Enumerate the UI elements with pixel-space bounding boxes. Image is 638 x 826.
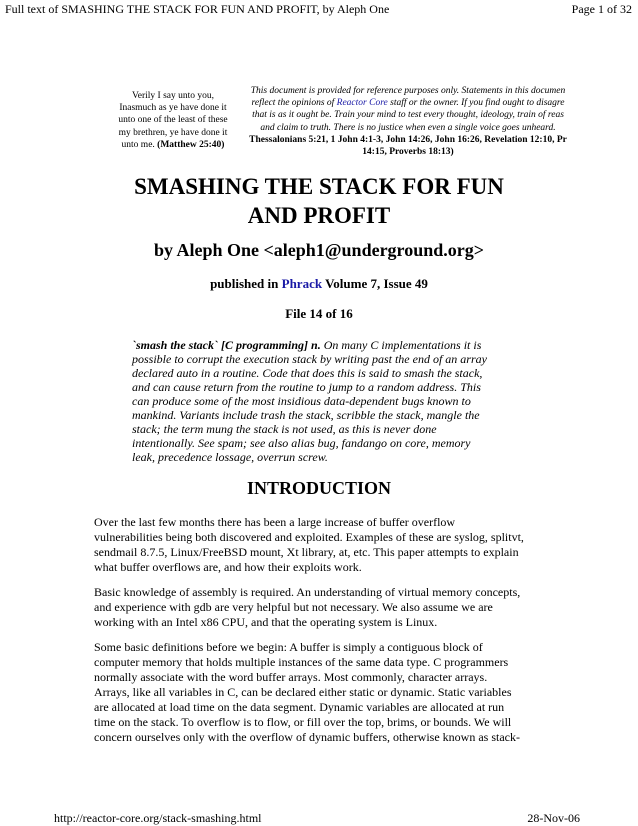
verse-last-prefix: unto me. — [121, 139, 155, 150]
paragraph — [94, 585, 564, 630]
scripture-verse — [96, 90, 250, 151]
verse-line: Inasmuch as ye have done it — [119, 103, 227, 114]
paragraph-line: normally associate with the word buffer arrays. Most commonly, character arrays. — [94, 670, 488, 684]
paragraph-line: Arrays, like all variables in C, can be declared either static or dynamic. Static variables — [94, 685, 512, 699]
quote-line — [132, 338, 522, 352]
quote-line: and can cause return from the routine to jump to a random address. This — [132, 380, 481, 394]
disclaimer-line — [233, 97, 583, 109]
quote-line: leak, precedence lossage, overrun screw. — [132, 450, 328, 464]
disclaimer-text: staff or the owner. If you find ought to disagre — [390, 98, 565, 109]
disclaimer-line: that is as it ought be. Train your mind to test every thought, ideology, train of reas — [252, 110, 564, 121]
print-header-page-number: Page 1 of 32 — [571, 2, 632, 16]
quote-line: can produce some of the most insidious data-dependent bugs known to — [132, 394, 471, 408]
paragraph-line: Basic knowledge of assembly is required. An understanding of virtual memory concepts, — [94, 585, 521, 599]
disclaimer-line: This document is provided for reference purposes only. Statements in this documen — [250, 86, 566, 96]
file-info: File 14 of 16 — [285, 306, 353, 321]
section-heading: INTRODUCTION — [246, 478, 392, 498]
published-prefix: published in — [210, 276, 279, 291]
paragraph-line: concern ourselves only with the overflow of dynamic buffers, otherwise known as stack- — [94, 730, 520, 744]
paragraph-line: vulnerabilities being both discovered and exploited. Examples of these are syslog, splitvt, — [94, 530, 524, 544]
paragraph-line: Some basic definitions before we begin: A buffer is simply a contiguous block of — [94, 640, 483, 654]
paragraph-line: working with an Intel x86 CPU, and that the operating system is Linux. — [94, 615, 438, 629]
print-header-title: Full text of SMASHING THE STACK FOR FUN AND PROFIT, by Aleph One — [5, 2, 390, 16]
disclaimer-text: reflect the opinions of — [251, 98, 335, 109]
verse-citation: (Matthew 25:40) — [157, 139, 225, 150]
verse-line: Verily I say unto you, — [131, 91, 215, 101]
quote-line: intentionally. See spam; see also alias bug, fandango on core, memory — [132, 436, 471, 450]
paragraph-line: Over the last few months there has been a large increase of buffer overflow — [94, 515, 456, 529]
verse-line — [96, 139, 250, 151]
quote-line: possible to corrupt the execution stack by writing past the end of an array — [132, 352, 487, 366]
quote-line: stack; the term mung the stack is not used, as this is never done — [132, 422, 437, 436]
paragraph-line: sendmail 8.7.5, Linux/FreeBSD mount, Xt library, at, etc. This paper attempts to explain — [94, 545, 519, 559]
quote-text: On many C implementations it is — [323, 338, 482, 352]
definition-quote — [132, 338, 522, 464]
author-line: by Aleph One <aleph1@underground.org> — [154, 240, 484, 260]
verse-line: unto one of the least of these — [118, 115, 228, 126]
paragraph-line: time on the stack. To overflow is to flow, or fill over the top, brims, or bounds. We will — [94, 715, 512, 729]
reactor-core-link[interactable]: Reactor Core — [336, 98, 388, 109]
paragraph — [94, 515, 564, 575]
disclaimer — [233, 85, 583, 158]
quote-term: `smash the stack` [C programming] n. — [132, 338, 321, 352]
published-suffix: Volume 7, Issue 49 — [325, 276, 428, 291]
disclaimer-references: 14:15, Proverbs 18:13) — [362, 147, 454, 158]
paragraph-line: computer memory that holds multiple instances of the same data type. C programmers — [94, 655, 509, 669]
quote-line: declared auto in a routine. Code that does this is said to smash the stack, — [132, 366, 483, 380]
print-footer-date: 28-Nov-06 — [527, 811, 580, 825]
print-footer-url: http://reactor-core.org/stack-smashing.html — [54, 811, 262, 825]
phrack-link[interactable]: Phrack — [281, 276, 323, 291]
disclaimer-line: and claim to truth. There is no justice when even a single voice goes unheard. — [260, 122, 556, 133]
publication-info — [60, 276, 578, 292]
paragraph-line: and experience with gdb are very helpful but not necessary. We also assume we are — [94, 600, 493, 614]
quote-line: mankind. Variants include trash the stack, scribble the stack, mangle the — [132, 408, 480, 422]
verse-line: my brethren, ye have done it — [118, 127, 228, 138]
title-line: SMASHING THE STACK FOR FUN — [134, 174, 504, 199]
paragraph-line: what buffer overflows are, and how their exploits work. — [94, 560, 362, 574]
page-title — [60, 172, 578, 230]
title-line: AND PROFIT — [247, 203, 391, 228]
paragraph — [94, 640, 564, 745]
paragraph-line: are allocated at load time on the data segment. Dynamic variables are allocated at run — [94, 700, 505, 714]
disclaimer-references: Thessalonians 5:21, 1 John 4:1-3, John 14:26, John 16:26, Revelation 12:10, Pr — [249, 134, 567, 145]
